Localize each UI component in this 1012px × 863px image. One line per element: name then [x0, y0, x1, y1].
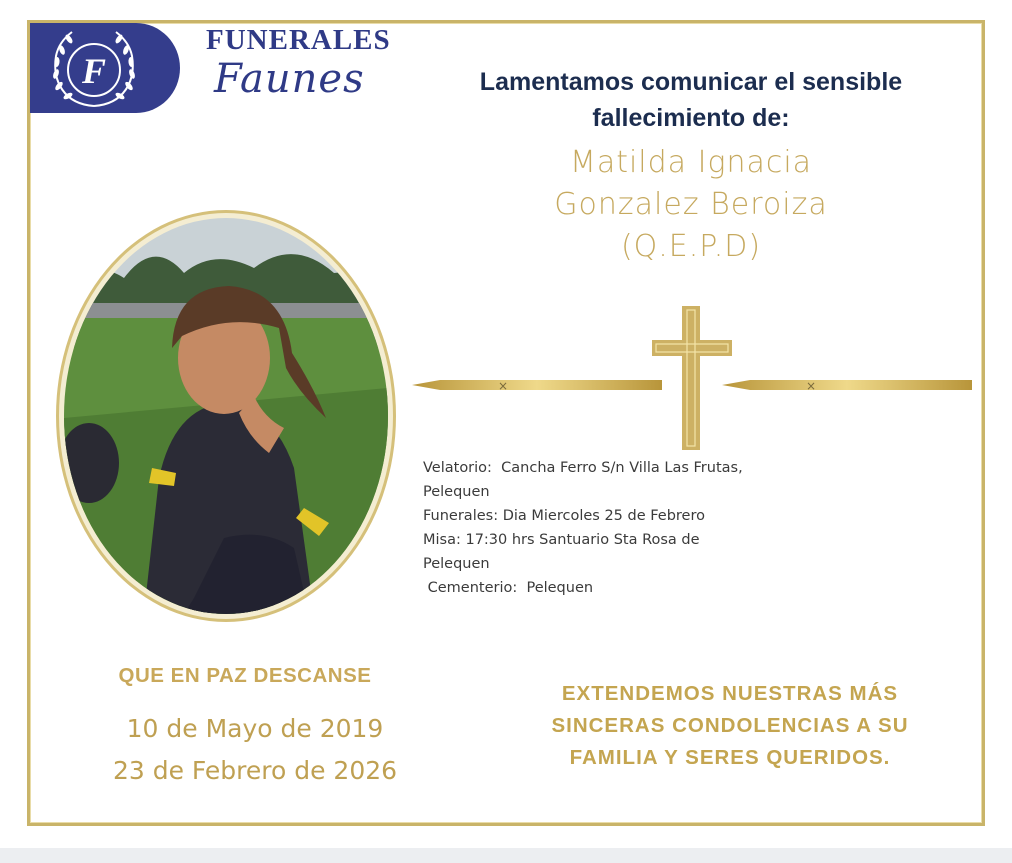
- life-dates: [70, 708, 440, 792]
- condolence-line-3: FAMILIA Y SERES QUERIDOS.: [569, 746, 891, 769]
- announcement-line-1: Lamentamos comunicar el sensible: [479, 68, 903, 96]
- detail-line: Velatorio: Cancha Ferro S/n Villa Las Frutas,: [423, 460, 743, 476]
- announcement-line-2: fallecimiento de:: [592, 104, 790, 132]
- right-blade: [722, 379, 972, 393]
- svg-text:×: ×: [806, 379, 817, 393]
- svg-text:×: ×: [498, 379, 509, 393]
- brand-script: Faunes: [214, 56, 365, 102]
- brand-name: FUNERALES: [206, 24, 391, 56]
- detail-line: Pelequen: [423, 484, 490, 500]
- condolence-message: [520, 678, 940, 774]
- detail-line: Misa: 17:30 hrs Santuario Sta Rosa de: [423, 532, 700, 548]
- condolence-line-2: SINCERAS CONDOLENCIAS A SU: [551, 714, 909, 737]
- deceased-suffix: (Q.E.P.D): [620, 229, 762, 264]
- deceased-name-line-2: Gonzalez Beroiza: [554, 187, 828, 222]
- cross-icon: [652, 306, 732, 450]
- announcement: [440, 64, 942, 136]
- condolence-line-1: EXTENDEMOS NUESTRAS MÁS: [561, 682, 899, 705]
- bottom-strip: [0, 848, 1012, 863]
- logo-monogram: F: [81, 51, 107, 91]
- deceased-name-line-1: Matilda Ignacia: [569, 145, 813, 180]
- death-date: 23 de Febrero de 2026: [112, 756, 398, 785]
- detail-line: Funerales: Dia Miercoles 25 de Febrero: [423, 508, 705, 524]
- detail-line: Pelequen: [423, 556, 490, 572]
- logo-laurel-icon: [44, 26, 144, 112]
- rest-in-peace: QUE EN PAZ DESCANSE: [118, 664, 372, 687]
- service-details: [423, 456, 843, 600]
- deceased-name: [440, 142, 942, 268]
- detail-line: Cementerio: Pelequen: [423, 580, 594, 596]
- left-blade: [412, 379, 662, 393]
- memorial-photo: [64, 218, 388, 614]
- cross-decoration: [410, 304, 976, 452]
- birth-date: 10 de Mayo de 2019: [126, 714, 384, 743]
